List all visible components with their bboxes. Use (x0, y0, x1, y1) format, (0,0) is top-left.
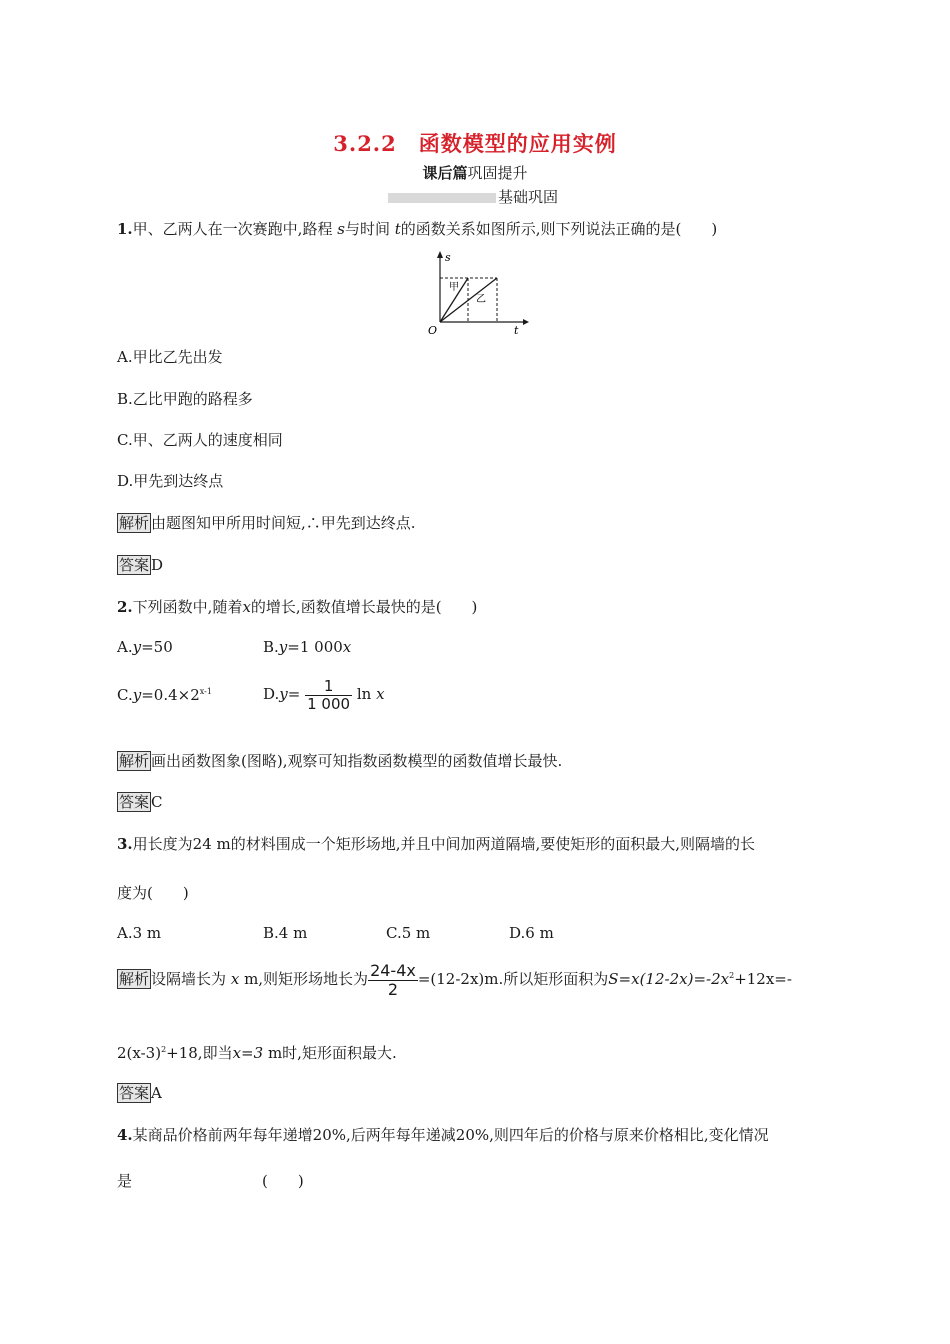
section-heading (388, 186, 558, 207)
q2-option-d[interactable] (263, 678, 385, 712)
q3-stem-line1 (117, 833, 755, 854)
q3-analysis-s: S=x(12-2x)=-2x (608, 970, 730, 989)
q3-analysis-l2-x: x=3 (232, 1044, 264, 1062)
q1-stem-b: 与时间 (344, 220, 390, 238)
q2-b-x: x (342, 638, 352, 656)
q3-frac-num: 24-4x (370, 961, 416, 980)
q1-figure (420, 248, 530, 338)
answer-tag: 答案 (119, 1084, 150, 1102)
q3-analysis-line1 (117, 962, 792, 998)
q4-stem-line2 (117, 1170, 304, 1191)
q2-b-var: y (278, 638, 288, 656)
figure-label-o: O (428, 324, 438, 337)
q1-stem-a: 甲、乙两人在一次赛跑中,路程 (132, 220, 333, 238)
s-arrow (437, 251, 443, 258)
q2-number: 2. (117, 598, 133, 616)
q1-number: 1. (117, 220, 133, 238)
q2-analysis (117, 750, 562, 771)
q4-stem-line1-text: 某商品价格前两年每年递增20%,后两年每年递减20%,则四年后的价格与原来价格相比,变化情况 (132, 1126, 769, 1144)
subtitle (0, 162, 950, 183)
q2-option-c[interactable] (117, 686, 212, 704)
q3-analysis-sup: 2 (729, 971, 735, 981)
q1-answer-value: D (151, 556, 164, 574)
answer-tag: 答案 (119, 556, 150, 574)
q3-stem-line2: 度为( ) (117, 884, 189, 902)
q3-analysis-c: =(12-2x)m.所以矩形面积为 (417, 970, 609, 989)
q2-a-pre: A. (117, 638, 133, 656)
q3-number: 3. (117, 835, 133, 853)
q2-c-rest: =0.4×2 (141, 686, 200, 704)
q4-stem-line1 (117, 1124, 769, 1145)
q2-analysis-text: 画出函数图象(图略),观察可知指数函数模型的函数值增长最快. (151, 752, 563, 770)
q2-stem-a: 下列函数中,随着 (132, 598, 243, 616)
q2-d-ln: ln (356, 685, 372, 703)
q2-d-x: x (376, 685, 385, 703)
q3-analysis-x: x (230, 970, 240, 989)
q1-answer (117, 554, 163, 575)
analysis-tag: 解析 (119, 970, 150, 989)
page-title: 3.2.2 函数模型的应用实例 (333, 131, 617, 156)
q1-option-d[interactable]: D.甲先到达终点 (117, 472, 224, 490)
answer-tag: 答案 (119, 793, 150, 811)
q3-analysis-l2-b: +18,即当 (166, 1044, 233, 1062)
q1-stem-c: 的函数关系如图所示,则下列说法正确的是( ) (400, 220, 718, 238)
q1-var-s: s (337, 220, 345, 238)
q2-answer (117, 791, 163, 812)
q2-c-var: y (132, 686, 142, 704)
q3-frac-den: 2 (387, 979, 399, 999)
q3-analysis-d: +12x=- (734, 970, 792, 989)
q3-option-d[interactable]: D.6 m (509, 924, 554, 942)
q2-c-exp: x-1 (199, 687, 212, 696)
q1-stem (117, 218, 717, 239)
q2-stem-b: 的增长,函数值增长最快的是( ) (250, 598, 478, 616)
q2-option-b[interactable] (263, 638, 351, 656)
q2-d-pre: D. (263, 685, 280, 703)
q2-answer-value: C (151, 793, 163, 811)
q2-d-den: 1 000 (307, 694, 351, 713)
q3-analysis-line2 (117, 1042, 397, 1063)
q2-option-a[interactable] (117, 638, 173, 656)
q3-analysis-a: 设隔墙长为 (151, 970, 227, 989)
q2-stem (117, 596, 477, 617)
q2-d-var: y (279, 685, 288, 703)
q3-option-c[interactable]: C.5 m (386, 924, 431, 942)
q3-stem-line1-text: 用长度为24 m的材料围成一个矩形场地,并且中间加两道隔墙,要使矩形的面积最大,则隔墙的长 (132, 835, 756, 853)
q3-option-a[interactable]: A.3 m (117, 924, 162, 942)
t-arrow (523, 319, 529, 325)
figure-label-jia: 甲 (449, 282, 459, 293)
analysis-tag: 解析 (119, 752, 150, 770)
q3-option-b[interactable]: B.4 m (263, 924, 308, 942)
q2-b-rest: =1 000 (287, 638, 343, 656)
q3-answer-value: A (151, 1084, 162, 1102)
q4-number: 4. (117, 1126, 133, 1144)
section-label: 基础巩固 (498, 188, 559, 206)
q2-a-var: y (132, 638, 142, 656)
q1-option-c[interactable]: C.甲、乙两人的速度相同 (117, 431, 283, 449)
q1-var-t: t (394, 220, 401, 238)
figure-label-t: t (514, 324, 519, 337)
q4-stem-line2-b: ( ) (262, 1172, 304, 1190)
q3-answer (117, 1082, 162, 1103)
figure-label-yi: 乙 (476, 294, 486, 305)
q2-a-rest: =50 (141, 638, 173, 656)
q2-c-pre: C. (117, 686, 133, 704)
q4-stem-line2-a: 是 (117, 1172, 133, 1190)
analysis-tag: 解析 (119, 514, 150, 532)
q1-analysis-text: 由题图知甲所用时间短,∴甲先到达终点. (151, 514, 416, 532)
q1-option-a[interactable]: A.甲比乙先出发 (117, 348, 223, 366)
q3-analysis-b: m,则矩形场地长为 (244, 970, 369, 989)
q2-var-x: x (242, 598, 251, 616)
subtitle-bold: 课后篇 (422, 164, 468, 182)
q1-analysis (117, 512, 416, 533)
q2-b-pre: B. (263, 638, 279, 656)
q3-fraction (368, 962, 418, 998)
q2-d-eq: = (287, 685, 301, 703)
q2-d-fraction (305, 678, 352, 712)
figure-label-s: s (445, 251, 451, 264)
q3-analysis-l2-sup: 2 (161, 1045, 167, 1054)
q2-d-num: 1 (305, 678, 352, 696)
subtitle-rest: 巩固提升 (467, 164, 528, 182)
q3-analysis-l2-a: 2(x-3) (117, 1044, 162, 1062)
section-bar (388, 193, 496, 203)
q1-option-b[interactable]: B.乙比甲跑的路程多 (117, 390, 253, 408)
q3-analysis-l2-c: m时,矩形面积最大. (267, 1044, 397, 1062)
